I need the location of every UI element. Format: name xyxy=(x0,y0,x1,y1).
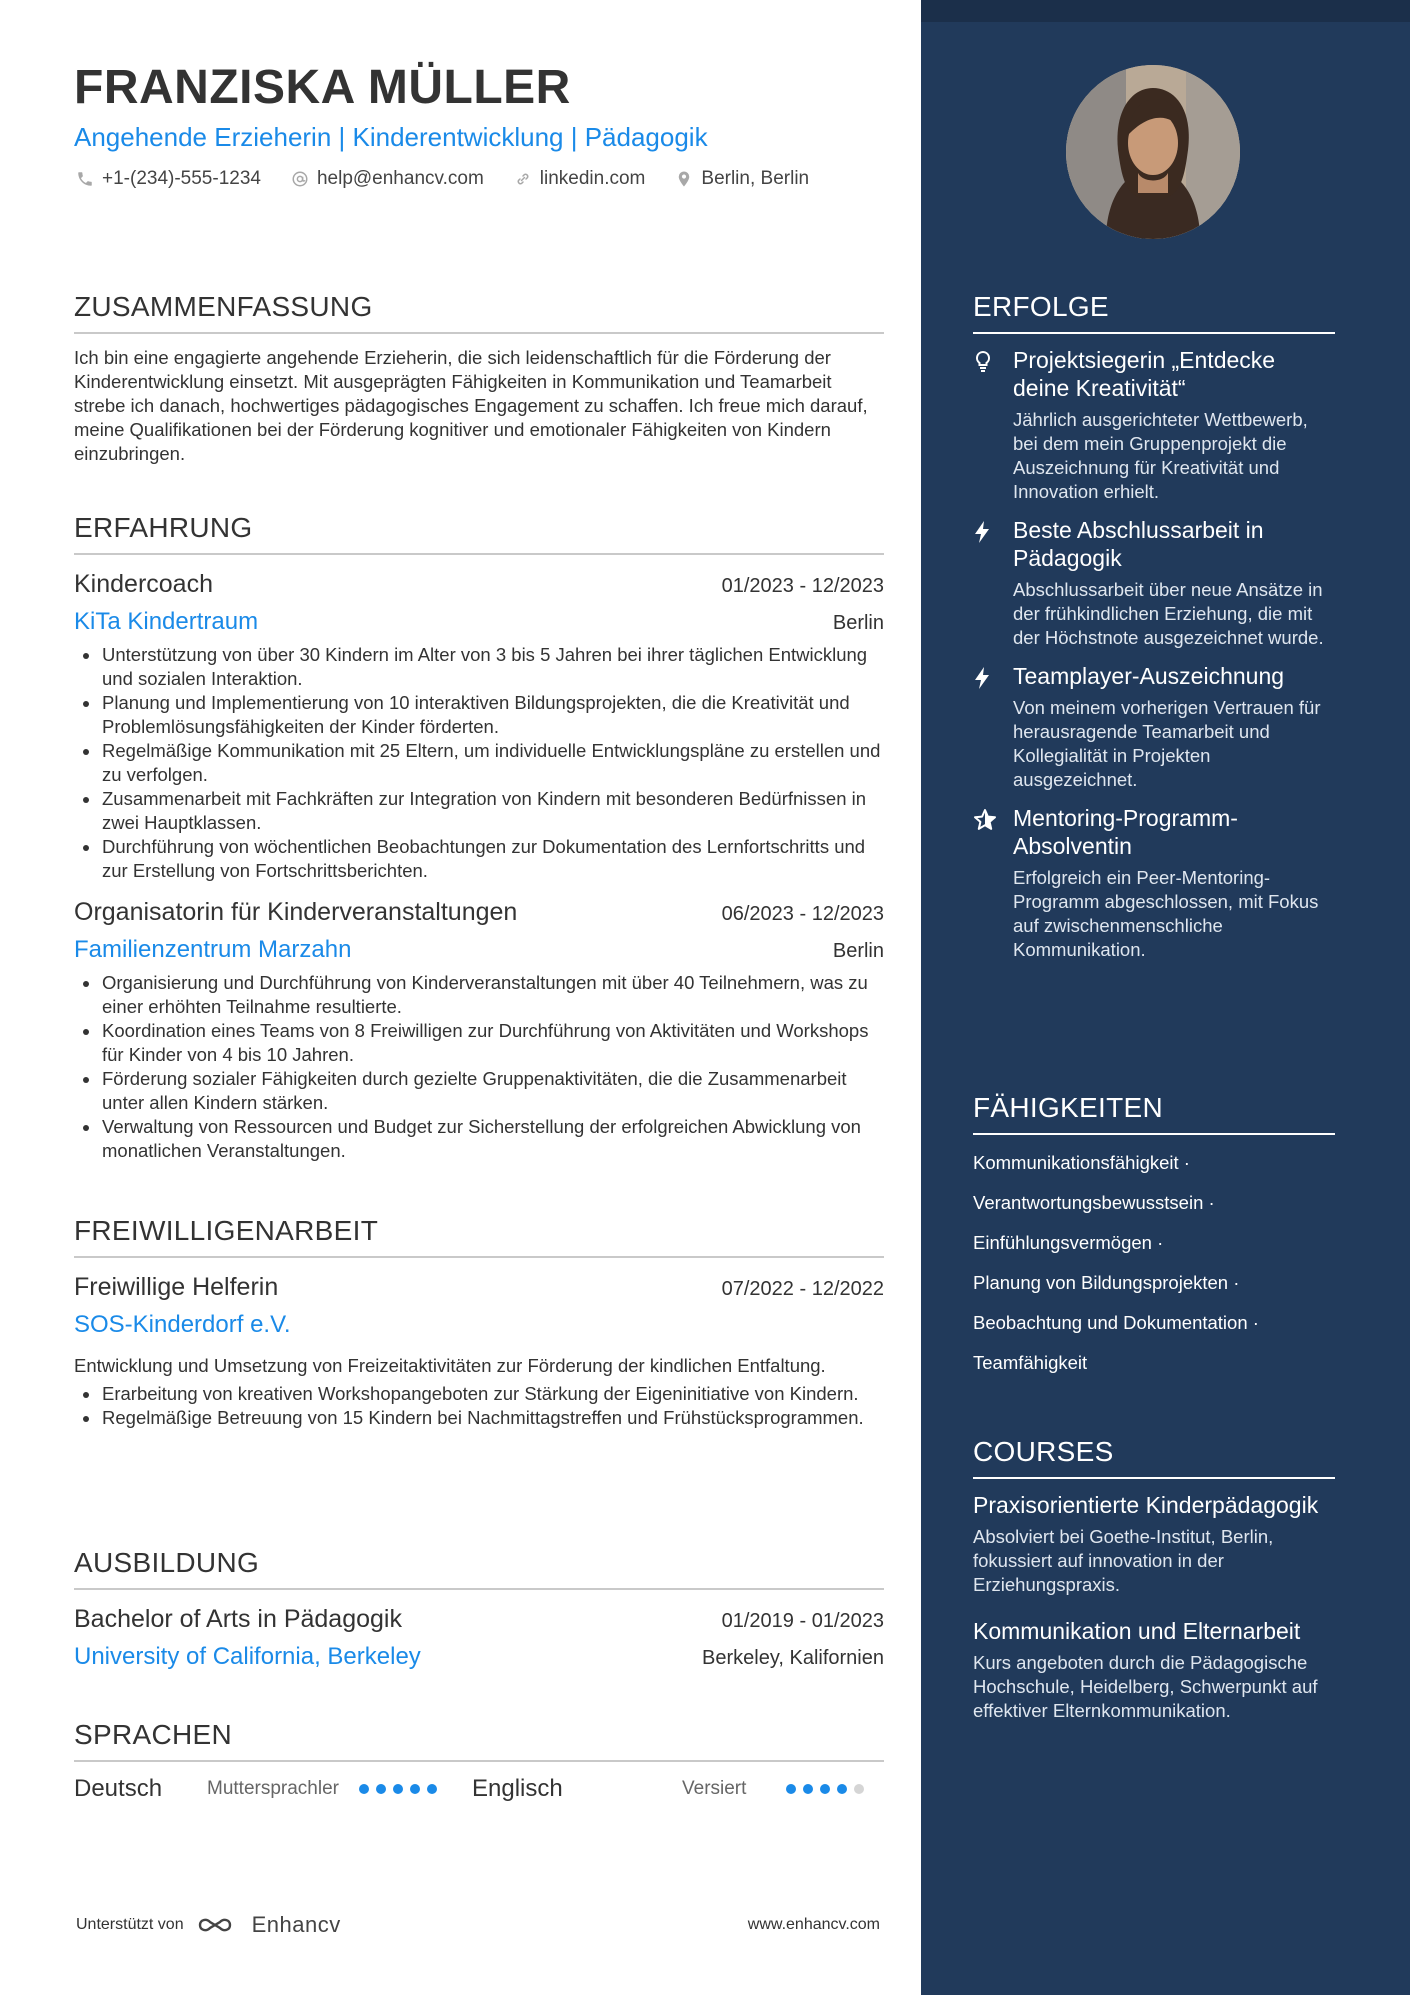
phone-icon xyxy=(74,168,96,190)
rating-dot-filled xyxy=(410,1784,420,1794)
volunteer-entry xyxy=(74,1270,884,1430)
experience-title: ERFAHRUNG xyxy=(74,511,884,555)
achievement-item xyxy=(973,346,1335,504)
location-pin-icon xyxy=(673,168,695,190)
language-level: Versiert xyxy=(682,1778,747,1799)
powered-by-text: Unterstützt von xyxy=(76,1916,184,1933)
star-icon xyxy=(973,804,1013,962)
email-text: help@enhancv.com xyxy=(316,168,484,189)
language-rating xyxy=(359,1784,472,1794)
bullet-item: Erarbeitung von kreativen Workshopangeboten zur Stärkung der Eigeninitiative von Kindern. xyxy=(74,1382,884,1406)
bullet-item: Regelmäßige Betreuung von 15 Kindern bei Nachmittagstreffen und Frühstücksprogrammen. xyxy=(74,1406,884,1430)
course-desc: Absolviert bei Goethe-Institut, Berlin, fokussiert auf innovation in der Erziehungspraxis. xyxy=(973,1526,1274,1595)
course-title: Kommunikation und Elternarbeit xyxy=(973,1618,1301,1644)
bullet-item: Regelmäßige Kommunikation mit 25 Eltern, um individuelle Entwicklungspläne zu erstellen und zu verfolgen. xyxy=(74,739,884,787)
bullet-item: Förderung sozialer Fähigkeiten durch gezielte Gruppenaktivitäten, die die Zusammenarbeit unter allen Kindern stärken. xyxy=(74,1067,884,1115)
language-name: Deutsch xyxy=(74,1775,163,1802)
summary-title: ZUSAMMENFASSUNG xyxy=(74,290,884,334)
sidebar xyxy=(921,0,1410,1995)
rating-dot-filled xyxy=(359,1784,369,1794)
achievement-item xyxy=(973,662,1335,792)
languages-title: SPRACHEN xyxy=(74,1718,884,1762)
contact-email[interactable] xyxy=(289,168,484,190)
link-icon xyxy=(512,168,534,190)
education-dates: 01/2019 - 01/2023 xyxy=(721,1610,884,1632)
achievement-desc: Jährlich ausgerichteter Wettbewerb, bei dem mein Gruppenprojekt die Auszeichnung für Kreativität und Innovation erhielt. xyxy=(1013,409,1308,502)
rating-dot-filled xyxy=(427,1784,437,1794)
school-location: Berkeley, Kalifornien xyxy=(702,1647,884,1669)
course-item xyxy=(973,1617,1335,1723)
education-entry xyxy=(74,1602,884,1674)
achievements-title: ERFOLGE xyxy=(973,290,1335,334)
job-location: Berlin xyxy=(832,612,884,634)
summary-text: Ich bin eine engagierte angehende Erzieherin, die sich leidenschaftlich für die Förderung der Kinderentwicklung einsetzt. Mit ausgeprägten Fähigkeiten in Kommunikation und Teamarbeit strebe ich danach, hochwertiges pädagogisches Engagement zu schaffen. Ich freue mich darauf, meine Qualifikationen bei der Förderung kognitiver und emotionaler Fähigkeiten von Kindern einzubringen. xyxy=(74,347,868,464)
language-level: Muttersprachler xyxy=(207,1778,339,1799)
rating-dot-filled xyxy=(820,1784,830,1794)
achievement-desc: Von meinem vorherigen Vertrauen für herausragende Teamarbeit und Kollegialität in Projekten ausgezeichnet. xyxy=(1013,697,1321,790)
lightning-icon xyxy=(973,662,1013,792)
bullet-item: Planung und Implementierung von 10 interaktiven Bildungsprojekten, die die Kreativität und Problemlösungsfähigkeiten der Kinder förderten. xyxy=(74,691,884,739)
lightning-icon xyxy=(973,516,1013,650)
experience-section xyxy=(74,511,884,1163)
bullet-item: Koordination eines Teams von 8 Freiwilligen zur Durchführung von Aktivitäten und Workshops für Kinder von 4 bis 10 Jahren. xyxy=(74,1019,884,1067)
job-title: Kindercoach xyxy=(74,570,213,598)
candidate-headline: Angehende Erzieherin | Kinderentwicklung | Pädagogik xyxy=(74,122,708,152)
location-text: Berlin, Berlin xyxy=(701,168,810,189)
skill-item: Beobachtung und Dokumentation · xyxy=(973,1312,1259,1333)
skill-item: Einfühlungsvermögen · xyxy=(973,1232,1164,1253)
job-location: Berlin xyxy=(832,940,884,962)
bullet-item: Verwaltung von Ressourcen und Budget zur Sicherstellung der erfolgreichen Abwicklung von monatlichen Veranstaltungen. xyxy=(74,1115,884,1163)
job-bullets xyxy=(74,971,884,1163)
achievement-title: Teamplayer-Auszeichnung xyxy=(1013,663,1285,689)
rating-dot-empty xyxy=(854,1784,864,1794)
experience-entry xyxy=(74,567,884,883)
powered-by xyxy=(76,1912,341,1938)
bullet-item: Durchführung von wöchentlichen Beobachtungen zur Dokumentation des Lernfortschritts und zur Erstellung von Fortschrittsberichten. xyxy=(74,835,884,883)
job-title: Organisatorin für Kinderveranstaltungen xyxy=(74,898,518,926)
contact-phone[interactable] xyxy=(74,168,261,190)
rating-dot-filled xyxy=(786,1784,796,1794)
education-section xyxy=(74,1546,884,1674)
achievement-title: Mentoring-Programm-Absolventin xyxy=(1013,805,1238,859)
skill-item: Teamfähigkeit xyxy=(973,1352,1088,1373)
bullet-item: Unterstützung von über 30 Kindern im Alter von 3 bis 5 Jahren bei ihrer täglichen Entwicklung und sozialen Interaktion. xyxy=(74,643,884,691)
volunteer-bullets xyxy=(74,1382,884,1430)
contact-linkedin[interactable] xyxy=(512,168,646,190)
candidate-name: FRANZISKA MÜLLER xyxy=(74,61,571,114)
job-bullets xyxy=(74,643,884,883)
job-dates: 01/2023 - 12/2023 xyxy=(721,575,884,597)
volunteer-dates: 07/2022 - 12/2022 xyxy=(721,1278,884,1300)
phone-text: +1-(234)-555-1234 xyxy=(102,168,261,189)
achievement-title: Beste Abschlussarbeit in Pädagogik xyxy=(1013,517,1264,571)
resume-header xyxy=(74,60,884,190)
sidebar-top-band xyxy=(921,0,1410,22)
school-name: University of California, Berkeley xyxy=(74,1643,421,1670)
profile-photo xyxy=(1066,65,1240,239)
skills-section xyxy=(973,1091,1335,1375)
degree-title: Bachelor of Arts in Pädagogik xyxy=(74,1605,402,1633)
languages-section xyxy=(74,1718,884,1806)
summary-section xyxy=(74,290,884,466)
bullet-item: Zusammenarbeit mit Fachkräften zur Integration von Kindern mit besonderen Bedürfnissen in zwei Hauptklassen. xyxy=(74,787,884,835)
job-dates: 06/2023 - 12/2023 xyxy=(721,903,884,925)
contact-bar xyxy=(74,168,884,190)
volunteer-role: Freiwillige Helferin xyxy=(74,1273,279,1301)
courses-title: COURSES xyxy=(973,1435,1335,1479)
language-name: Englisch xyxy=(472,1775,563,1802)
education-title: AUSBILDUNG xyxy=(74,1546,884,1590)
rating-dot-filled xyxy=(376,1784,386,1794)
volunteer-org: SOS-Kinderdorf e.V. xyxy=(74,1311,291,1338)
at-icon xyxy=(289,168,311,190)
achievement-desc: Abschlussarbeit über neue Ansätze in der frühkindlichen Erziehung, die mit der Höchstnote ausgezeichnet wurde. xyxy=(1013,579,1324,648)
course-item xyxy=(973,1491,1335,1597)
contact-location xyxy=(673,168,809,190)
company-name: Familienzentrum Marzahn xyxy=(74,936,352,963)
course-desc: Kurs angeboten durch die Pädagogische Hochschule, Heidelberg, Schwerpunkt auf effektiver Elternkommunikation. xyxy=(973,1652,1318,1721)
lightbulb-icon xyxy=(973,346,1013,504)
language-rating xyxy=(786,1784,871,1794)
company-name: KiTa Kindertraum xyxy=(74,608,259,635)
courses-section xyxy=(973,1435,1335,1723)
rating-dot-filled xyxy=(803,1784,813,1794)
achievement-item xyxy=(973,804,1335,962)
achievement-title: Projektsiegerin „Entdecke deine Kreativität“ xyxy=(1013,347,1276,401)
course-title: Praxisorientierte Kinderpädagogik xyxy=(973,1492,1319,1518)
rating-dot-filled xyxy=(393,1784,403,1794)
achievement-desc: Erfolgreich ein Peer-Mentoring-Programm abgeschlossen, mit Fokus auf zwischenmenschliche Kommunikation. xyxy=(1013,867,1319,960)
enhancv-logo-icon xyxy=(196,1913,244,1937)
volunteer-description: Entwicklung und Umsetzung von Freizeitaktivitäten zur Förderung der kindlichen Entfaltung. xyxy=(74,1355,826,1376)
skill-item: Kommunikationsfähigkeit · xyxy=(973,1152,1190,1173)
brand-name: Enhancv xyxy=(251,1912,341,1937)
volunteer-title: FREIWILLIGENARBEIT xyxy=(74,1214,884,1258)
achievement-item xyxy=(973,516,1335,650)
skill-item: Planung von Bildungsprojekten · xyxy=(973,1272,1240,1293)
achievements-section xyxy=(973,290,1335,962)
bullet-item: Organisierung und Durchführung von Kinderveranstaltungen mit über 40 Teilnehmern, was zu einer erhöhten Teilnahme resultierte. xyxy=(74,971,884,1019)
rating-dot-filled xyxy=(837,1784,847,1794)
skill-item: Verantwortungsbewusstsein · xyxy=(973,1192,1215,1213)
volunteer-section xyxy=(74,1214,884,1430)
linkedin-text: linkedin.com xyxy=(539,168,646,189)
footer xyxy=(76,1912,880,1938)
experience-entry xyxy=(74,895,884,1163)
website-link[interactable]: www.enhancv.com xyxy=(747,1916,880,1933)
languages-row xyxy=(74,1772,884,1806)
skills-title: FÄHIGKEITEN xyxy=(973,1091,1335,1135)
